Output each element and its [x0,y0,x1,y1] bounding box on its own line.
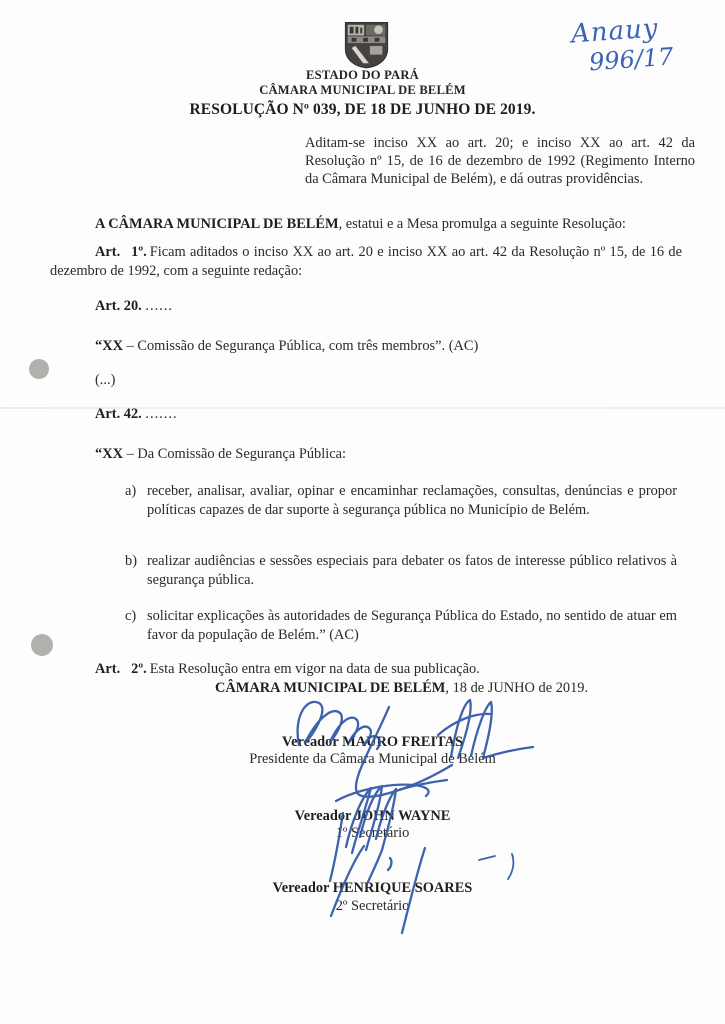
ementa-summary: Aditam-se inciso XX ao art. 20; e inciso XX ao art. 42 da Resolução nº 15, de 16 de dezembro de 1992 (Regimento Interno da Câmara Municipal de Belém), e dá outras providências. [305,135,695,187]
quote-42-text: – Da Comissão de Segurança Pública: [126,446,347,462]
signatory-2-role: 1º Secretário [335,825,410,841]
dateline-lead: CÂMARA MUNICIPAL DE BELÉM [215,680,446,696]
preamble-lead: A CÂMARA MUNICIPAL DE BELÉM [95,216,339,232]
signatory-3-name: Vereador HENRIQUE SOARES [272,880,473,896]
list-item-c [125,607,677,646]
article-1-label: Art. [95,244,121,260]
resolution-title: RESOLUÇÃO Nº 039, DE 18 DE JUNHO DE 2019. [189,100,536,118]
state-name: ESTADO DO PARÁ [306,68,419,82]
article-42-label: Art. 42. [95,406,142,422]
quote-20-lead: “XX [95,338,123,354]
belem-coat-of-arms-icon [343,21,390,69]
article-1-text: Ficam aditados o inciso XX ao art. 20 e inciso XX ao art. 42 da Resolução nº 15, de 16 de dezembro de 1992, com a seguinte redação: [50,244,682,279]
article-20-dots: ...... [145,298,173,314]
document-header [0,68,725,119]
institution-name: CÂMARA MUNICIPAL DE BELÉM [259,82,466,97]
quote-inciso-xx-art42 [95,445,346,464]
preamble-rest: , estatui e a Mesa promulga a seguinte Resolução: [338,216,626,232]
list-item-a [125,482,677,521]
dateline [215,679,588,698]
signatory-1-role: Presidente da Câmara Municipal de Belém [249,751,496,767]
article-20-label: Art. 20. [95,298,142,314]
annotation-number: 996/17 [588,42,675,77]
quote-42-lead: “XX [95,446,123,462]
article-42 [95,405,178,424]
article-2 [50,660,682,679]
article-42-dots: ....... [145,406,178,422]
article-1-number: 1º. [131,244,147,260]
list-item-a-marker: a) [125,483,137,499]
preamble [50,215,680,234]
list-item-a-text: receber, analisar, avaliar, opinar e encaminhar reclamações, consultas, denúncias e propor políticas capazes de dar suporte à segurança pública no Município de Belém. [147,483,677,519]
list-item-c-marker: c) [125,608,137,624]
list-item-b-text: realizar audiências e sessões especiais para debater os fatos de interesse público relativos à segurança pública. [147,553,677,589]
list-item-c-text: solicitar explicações às autoridades de Segurança Pública do Estado, no sentido de atuar em favor da população de Belém.” (AC) [147,608,677,644]
signatory-3-role: 2º Secretário [335,898,410,914]
signatory-1-name: Vereador MAURO FREITAS [282,734,463,750]
article-2-text: Esta Resolução entra em vigor na data de sua publicação. [149,661,480,677]
list-item-b-marker: b) [125,553,137,569]
annotation-word: Anauy [570,13,660,50]
article-20 [95,297,173,316]
ellipsis-line: (...) [95,372,116,388]
signatory-2-name: Vereador JOHN WAYNE [294,808,451,824]
quote-20-text: – Comissão de Segurança Pública, com três membros”. (AC) [126,338,479,354]
dateline-rest: , 18 de JUNHO de 2019. [445,680,589,696]
article-2-label: Art. [95,661,121,677]
hole-punch-top [29,359,49,379]
quote-inciso-xx-art20 [95,337,478,356]
hole-punch-bottom [31,634,53,656]
article-1 [50,243,682,281]
list-item-b [125,552,677,591]
article-2-number: 2º. [131,661,147,677]
